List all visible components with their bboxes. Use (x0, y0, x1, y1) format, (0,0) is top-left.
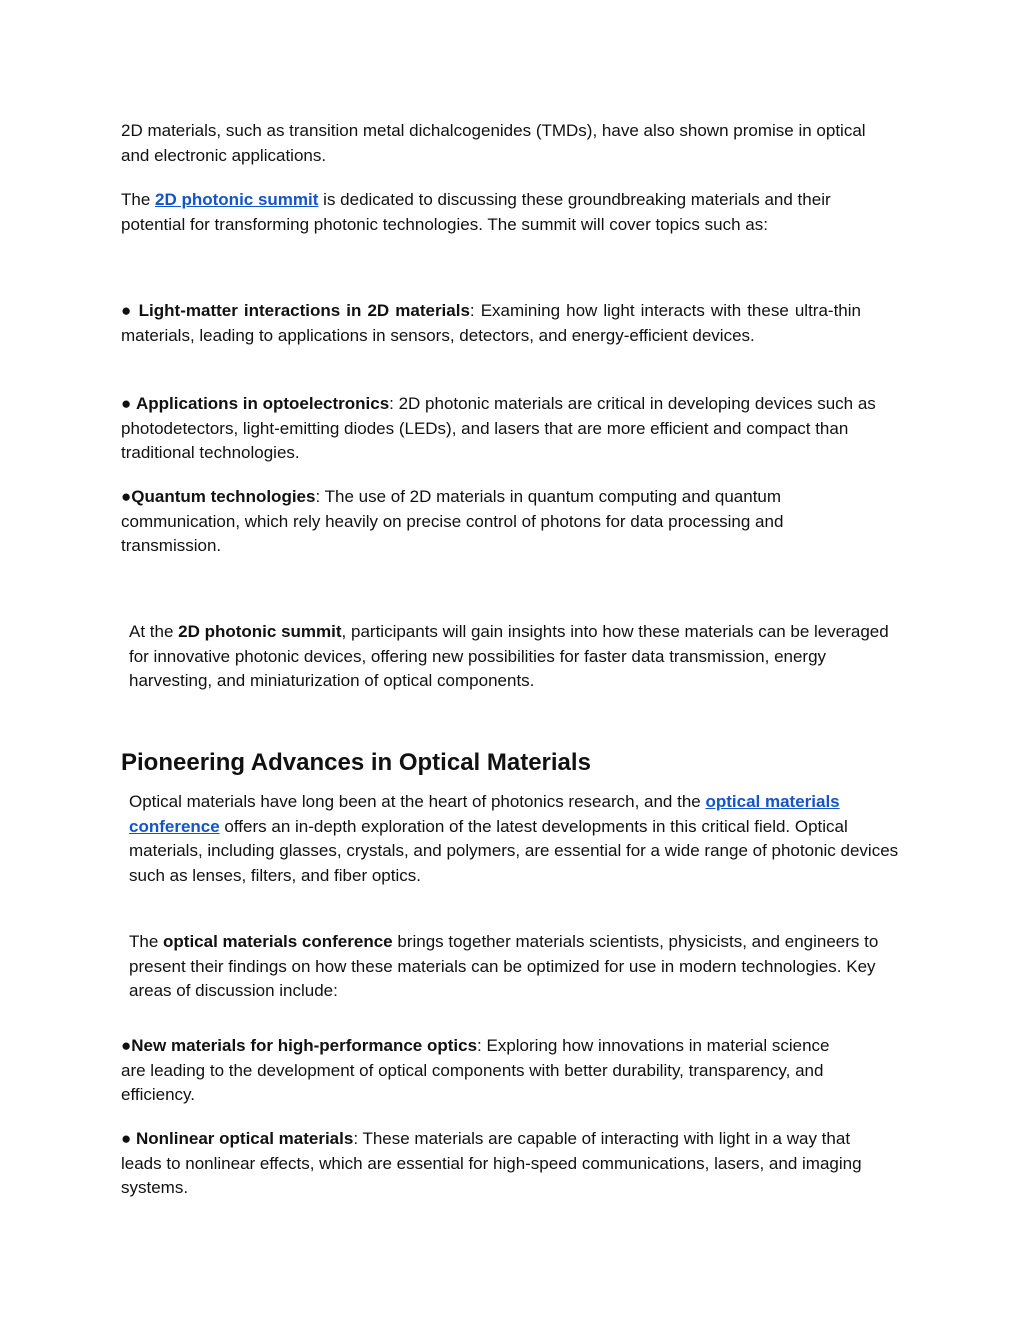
paragraph-2d-materials-intro (121, 119, 896, 168)
paragraph-summit-insights (129, 620, 889, 694)
bullet-term: Applications in optoelectronics (136, 394, 390, 413)
bullet-description: : The use of 2D materials in quantum computing and quantum communication, which rely heavily on precise control of photons for data processing and transmission. (121, 487, 784, 555)
bullet-item-quantum (121, 485, 851, 559)
section-heading: Pioneering Advances in Optical Materials (121, 749, 591, 776)
bullet-term: New materials for high-performance optics (131, 1036, 478, 1055)
bullet-description: : These materials are capable of interacting with light in a way that leads to nonlinear effects, which are essential for high-speed communications, lasers, and imaging systems. (121, 1129, 862, 1197)
bullet-item-high-performance-optics (121, 1034, 833, 1108)
paragraph-prefix: The (121, 190, 156, 209)
paragraph-optical-materials-intro (129, 790, 904, 888)
bullet-description: : Examining how light interacts with these ultra-thin materials, leading to applications in sensors, detectors, and energy-efficient devices. (121, 301, 861, 345)
paragraph-suffix: , participants will gain insights into how these materials can be leveraged for innovative photonic devices, offering new possibilities for faster data transmission, energy harvesting, and miniaturization of optical components. (129, 622, 889, 690)
paragraph-suffix: offers an in-depth exploration of the latest developments in this critical field. Optical materials, including glasses, crystals, and polymers, are essential for a wide range of photonic devices such as lenses, filters, and fiber optics. (129, 816, 899, 885)
bullet-term: Quantum technologies (131, 487, 316, 506)
paragraph-prefix: At the (129, 622, 179, 641)
bullet-icon: ● (121, 1036, 132, 1055)
link-optical-materials-conference[interactable]: optical materials conference (129, 792, 840, 836)
paragraph-prefix: Optical materials have long been at the heart of photonics research, and the (129, 792, 706, 811)
bullet-icon: ● (121, 1129, 132, 1148)
bullet-term: Light-matter interactions in 2D materials (138, 301, 470, 320)
bullet-icon: ● (121, 487, 132, 506)
bullet-item-nonlinear-optics (121, 1127, 886, 1201)
link-2d-photonic-summit[interactable]: 2D photonic summit (155, 190, 319, 209)
bold-optical-materials-conference: optical materials conference (163, 932, 393, 951)
paragraph-prefix: The (129, 932, 164, 951)
bullet-icon: ● (121, 301, 133, 320)
bullet-description: : 2D photonic materials are critical in developing devices such as photodetectors, light-emitting diodes (LEDs), and lasers that are more efficient and compact than traditional technologies. (121, 394, 876, 462)
bullet-item-optoelectronics (121, 392, 881, 466)
bold-2d-photonic-summit: 2D photonic summit (178, 622, 342, 641)
bullet-term: Nonlinear optical materials (136, 1129, 354, 1148)
paragraph-conference-overview (129, 930, 904, 1004)
bullet-description: : Exploring how innovations in material science are leading to the development of optical components with better durability, transparency, and efficiency. (121, 1036, 830, 1104)
paragraph-suffix: brings together materials scientists, physicists, and engineers to present their findings on how these materials can be optimized for use in modern technologies. Key areas of discussion include: (129, 932, 879, 1000)
paragraph-text: 2D materials, such as transition metal dichalcogenides (TMDs), have also shown promise in optical and electronic applications. (121, 121, 866, 165)
bullet-icon: ● (121, 394, 132, 413)
paragraph-suffix: is dedicated to discussing these groundbreaking materials and their potential for transforming photonic technologies. The summit will cover topics such as: (121, 190, 831, 234)
bullet-item-light-matter (121, 299, 861, 348)
paragraph-summit-intro (121, 188, 896, 237)
